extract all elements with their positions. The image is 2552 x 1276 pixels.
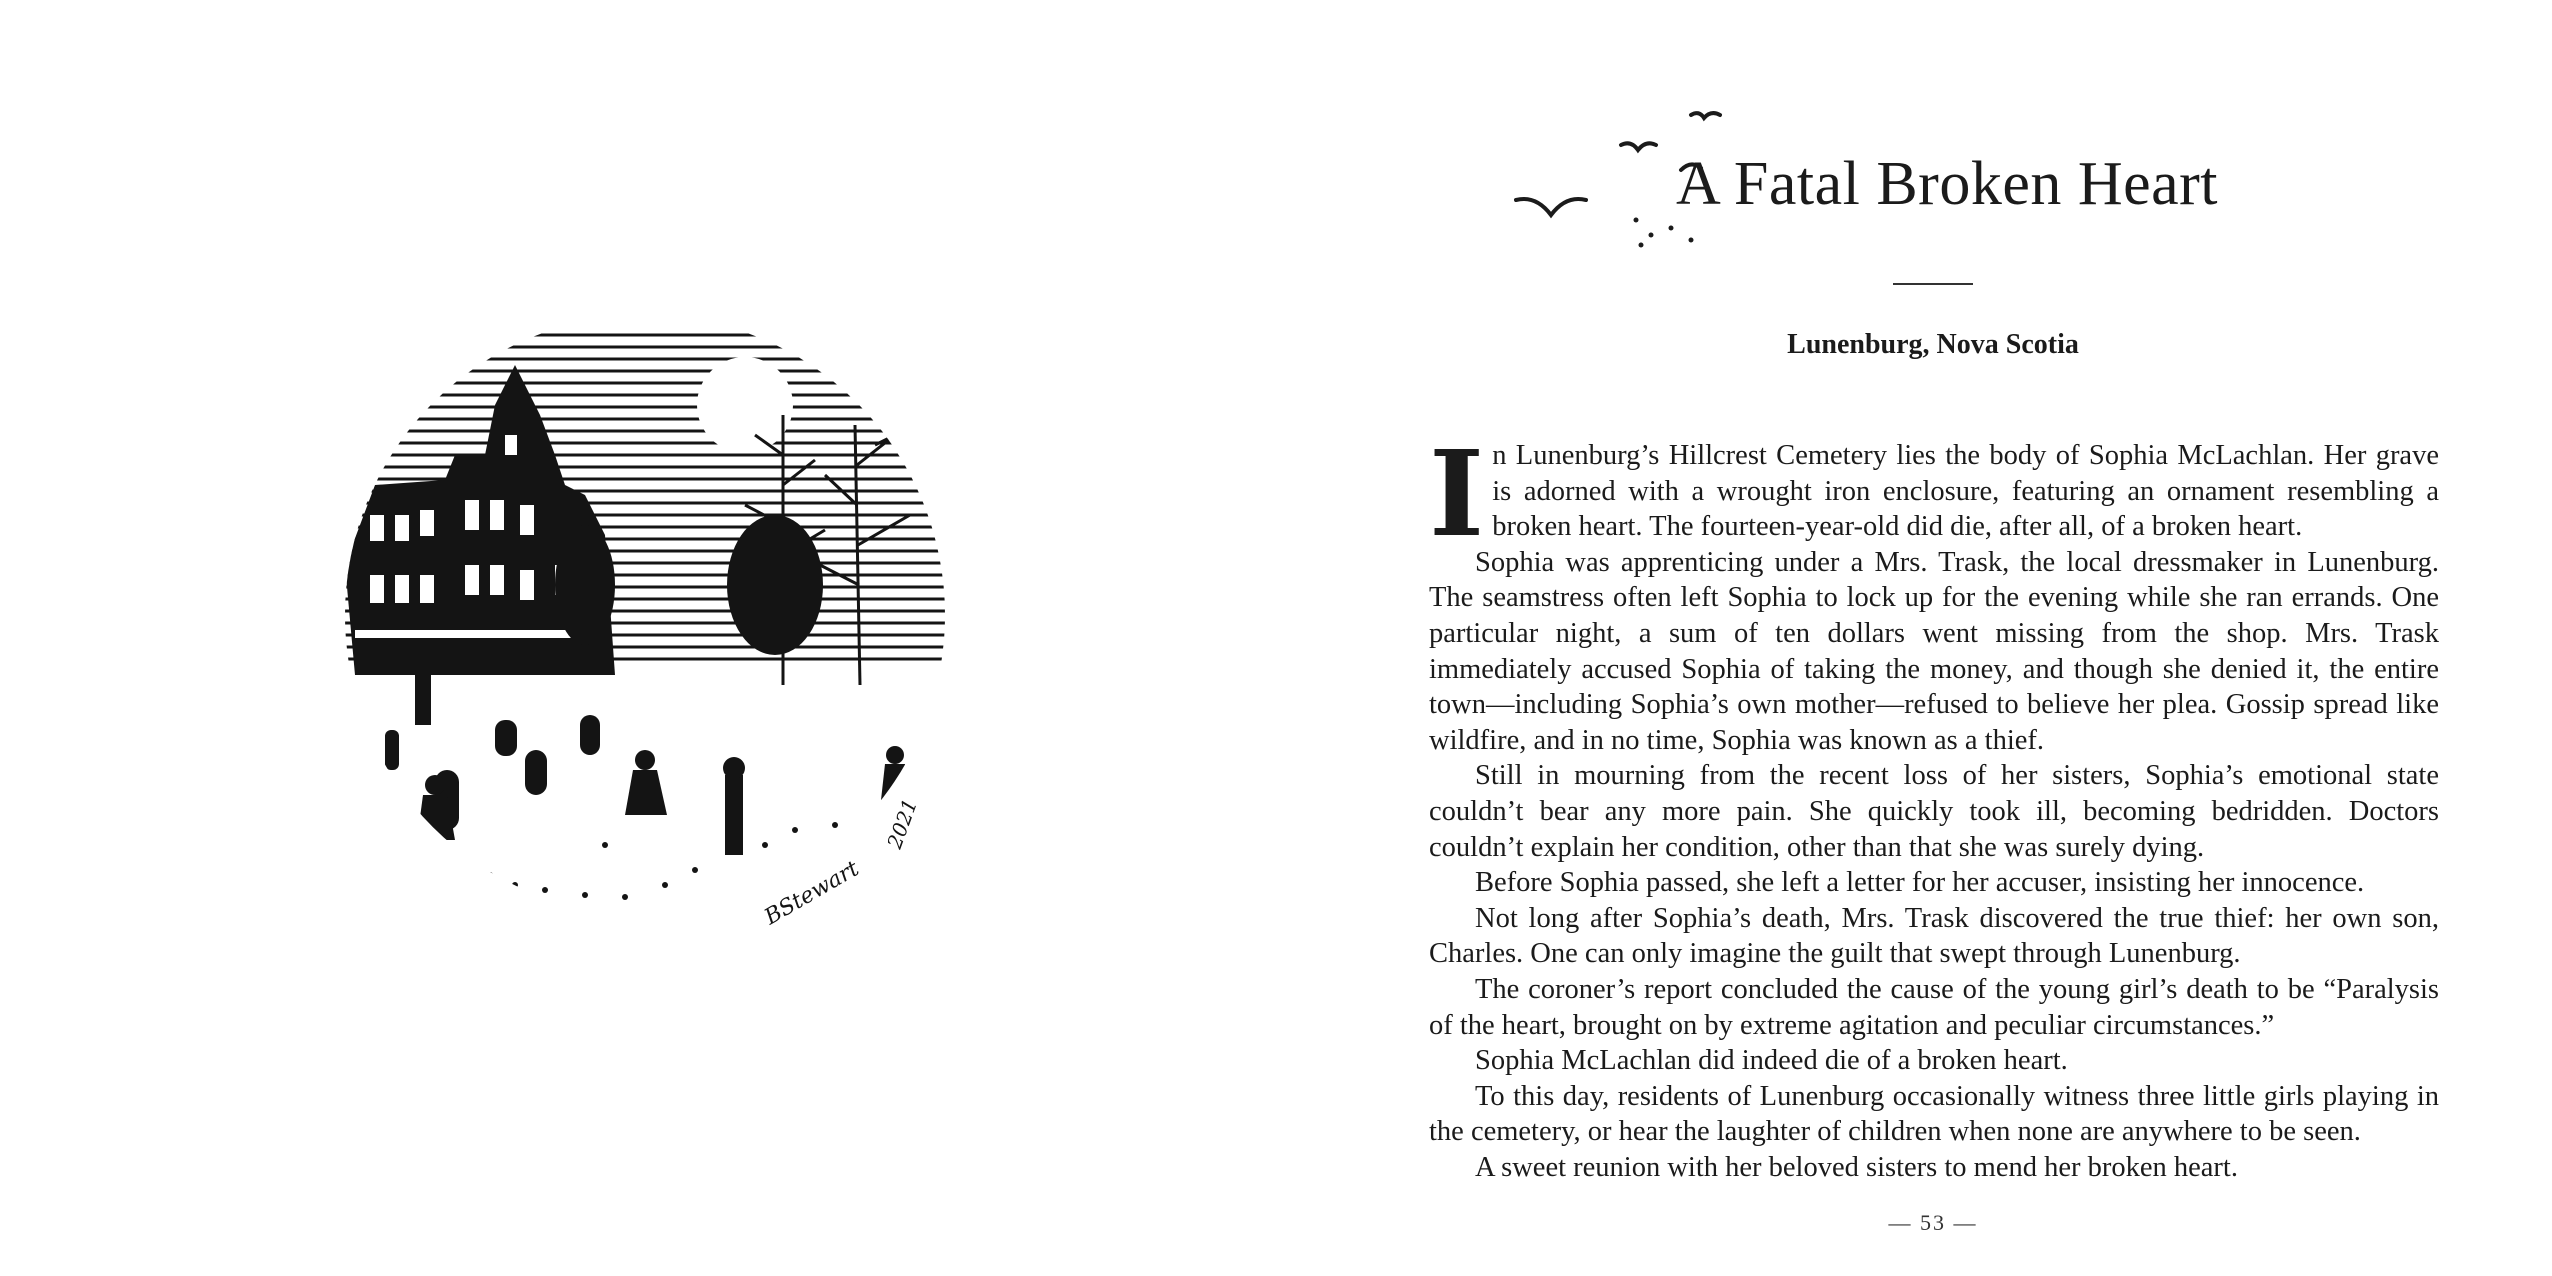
- paragraph: Still in mourning from the recent loss of her sisters, Sophia’s emotional state couldn’t bear any more pain. She quickly took ill, becoming bedridden. Doctors couldn’t explain her condition, other than that she was surely dying.: [1429, 760, 2439, 863]
- paragraph-text: n Lunenburg’s Hillcrest Cemetery lies the body of Sophia McLachlan. Her grave is adorned with a wrought iron enclosure, featuring an ornament resembling a broken heart. The fourteen-year-old did die, after all, of a broken heart.: [1492, 440, 2439, 543]
- paragraph: [1429, 424, 2439, 563]
- paragraph: Before Sophia passed, she left a letter for her accuser, insisting her innocence.: [1475, 867, 2365, 899]
- chapter-body: [1429, 424, 2439, 1185]
- right-page: [1276, 0, 2552, 1276]
- title-divider: [1893, 283, 1973, 285]
- artist-signature: BStewart: [760, 856, 864, 931]
- moon: [697, 357, 793, 453]
- paragraph: Sophia McLachlan did indeed die of a broken heart.: [1475, 1045, 2068, 1077]
- paragraph: Not long after Sophia’s death, Mrs. Trask discovered the true thief: her own son, Charles. One can only imagine the guilt that swept through Lunenburg.: [1429, 902, 2439, 970]
- page-number: — 53 —: [1888, 1210, 1978, 1235]
- artist-year: 2021: [882, 795, 923, 852]
- cemetery-illustration: [315, 285, 975, 945]
- paragraph: Sophia was apprenticing under a Mrs. Trask, the local dressmaker in Lunenburg. The seamstress often left Sophia to lock up for the evening while she ran errands. One particular night, a sum of ten dollars went missing from the shop. Mrs. Trask immediately accused Sophia of taking the money, and though she denied it, the entire town—including Sophia’s own mother—refused to believe her plea. Gossip spread like wildfire, and in no time, Sophia was known as a thief.: [1429, 546, 2439, 756]
- drop-cap: I: [1429, 424, 1485, 563]
- chapter-location: Lunenburg, Nova Scotia: [1787, 329, 2079, 360]
- paragraph: To this day, residents of Lunenburg occasionally witness three little girls playing in the cemetery, or hear the laughter of children when none are anywhere to be seen.: [1429, 1080, 2439, 1148]
- paragraph: The coroner’s report concluded the cause of the young girl’s death to be “Paralysis of the heart, brought on by extreme agitation and peculiar circumstances.”: [1429, 973, 2439, 1041]
- paragraph: A sweet reunion with her beloved sisters to mend her broken heart.: [1475, 1151, 2238, 1183]
- chapter-title: A Fatal Broken Heart: [1676, 150, 2219, 218]
